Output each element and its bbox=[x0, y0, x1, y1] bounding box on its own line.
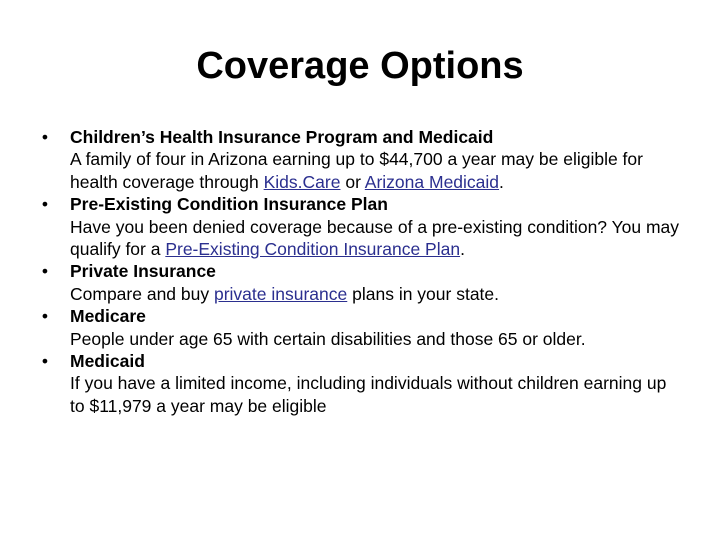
item-heading: Medicare bbox=[70, 306, 146, 327]
item-heading: Pre-Existing Condition Insurance Plan bbox=[70, 194, 388, 215]
item-heading: Children’s Health Insurance Program and Medicaid bbox=[70, 127, 494, 147]
list-item-chip-medicaid bbox=[41, 126, 682, 193]
item-heading: Medicaid bbox=[70, 351, 145, 372]
private-insurance-link[interactable]: private insurance bbox=[213, 283, 348, 304]
arizona-medicaid-link[interactable]: Arizona Medicaid bbox=[364, 171, 500, 192]
bullet-icon: • bbox=[41, 306, 49, 327]
bullet-icon: • bbox=[41, 127, 49, 147]
item-text: A family of four in Arizona earning up to $44,700 a year may be eligible for health coverage through bbox=[70, 149, 643, 192]
item-description bbox=[70, 283, 682, 305]
kidscare-link[interactable]: Kids.Care bbox=[263, 171, 341, 192]
slide-title: Coverage Options bbox=[196, 45, 524, 87]
item-description: People under age 65 with certain disabilities and those 65 or older. bbox=[70, 328, 586, 349]
coverage-options-list bbox=[41, 126, 682, 417]
item-text: plans in your state. bbox=[347, 283, 500, 304]
item-description bbox=[70, 148, 682, 193]
pre-existing-condition-plan-link[interactable]: Pre-Existing Condition Insurance Plan bbox=[165, 239, 461, 260]
item-description bbox=[70, 216, 682, 261]
list-item-pre-existing-condition bbox=[41, 193, 682, 260]
item-text: . bbox=[460, 239, 465, 260]
list-item-medicaid bbox=[41, 350, 682, 417]
item-text: Have you been denied coverage because of a pre-existing condition? You may qualify for a bbox=[70, 216, 680, 260]
list-item-medicare bbox=[41, 305, 682, 350]
item-text: Compare and buy bbox=[70, 283, 214, 304]
item-description: If you have a limited income, including individuals without children earning up to $11,979 a year may be eligible bbox=[70, 373, 667, 416]
bullet-icon: • bbox=[41, 351, 49, 372]
list-item-private-insurance bbox=[41, 260, 682, 305]
bullet-icon: • bbox=[41, 261, 49, 282]
item-text: . bbox=[499, 171, 504, 192]
item-text: or bbox=[340, 171, 365, 192]
bullet-icon: • bbox=[41, 194, 49, 215]
item-heading: Private Insurance bbox=[70, 261, 216, 282]
